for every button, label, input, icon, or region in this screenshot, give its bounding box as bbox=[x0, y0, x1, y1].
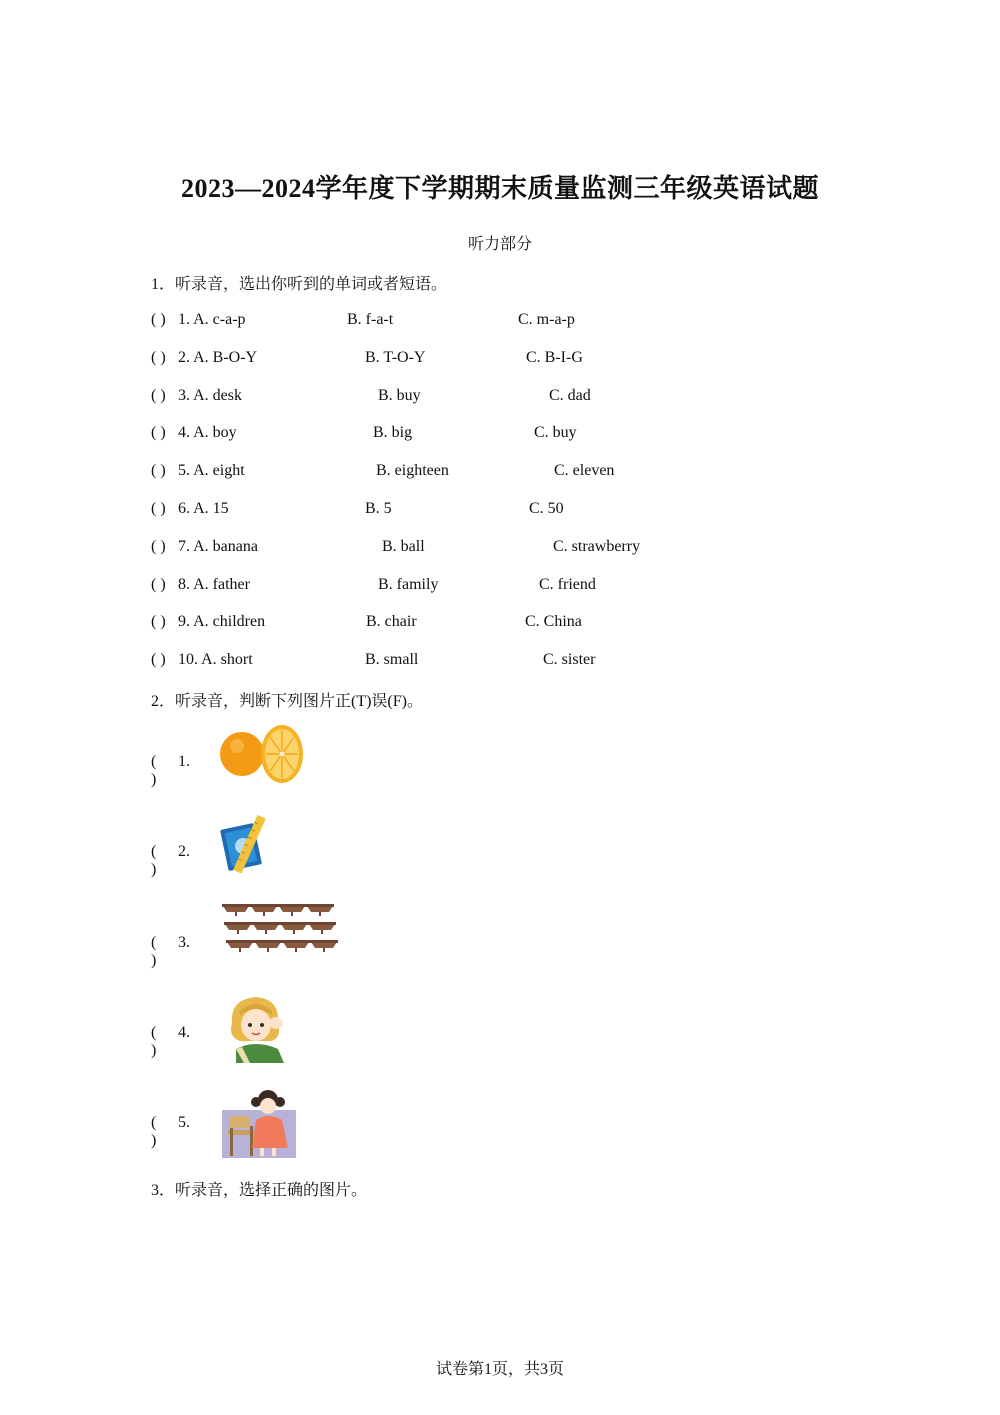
option-c: C. 50 bbox=[529, 500, 564, 517]
option-c: C. friend bbox=[539, 576, 596, 593]
answer-blank[interactable]: ( ) bbox=[151, 311, 166, 328]
question-number: 3. bbox=[178, 934, 190, 951]
option-b: B. big bbox=[373, 424, 413, 441]
page-title: 2023—2024学年度下学期期末质量监测三年级英语试题 bbox=[180, 174, 819, 203]
answer-blank[interactable]: ( ) bbox=[151, 349, 166, 366]
option-b: B. ball bbox=[382, 538, 425, 555]
option-b: B. eighteen bbox=[376, 462, 449, 479]
option-b: B. buy bbox=[378, 387, 421, 404]
option-b: B. chair bbox=[366, 613, 417, 630]
book-ruler-icon bbox=[220, 812, 268, 876]
option-c: C. China bbox=[525, 613, 582, 630]
girl-touching-hair-icon bbox=[222, 993, 294, 1065]
answer-blank[interactable]: ( ) bbox=[151, 538, 166, 555]
question-number: 4. bbox=[178, 1024, 190, 1041]
answer-blank[interactable]: ( ) bbox=[151, 424, 166, 441]
answer-blank[interactable]: ( ) bbox=[151, 613, 166, 630]
answer-blank[interactable]: ( ) bbox=[151, 753, 157, 788]
option-a: 6. A. 15 bbox=[178, 500, 229, 517]
option-a: 8. A. father bbox=[178, 576, 250, 593]
orange-icon bbox=[220, 722, 304, 784]
answer-blank[interactable]: ( ) bbox=[151, 462, 166, 479]
section3-heading: 3．听录音，选择正确的图片。 bbox=[151, 1182, 368, 1199]
answer-blank[interactable]: ( ) bbox=[151, 651, 166, 668]
boats-icon bbox=[220, 900, 340, 956]
section-subtitle: 听力部分 bbox=[467, 234, 532, 253]
option-a: 7. A. banana bbox=[178, 538, 258, 555]
option-c: C. dad bbox=[549, 387, 591, 404]
option-c: C. buy bbox=[534, 424, 577, 441]
option-a: 2. A. B-O-Y bbox=[178, 349, 258, 366]
answer-blank[interactable]: ( ) bbox=[151, 387, 166, 404]
option-a: 3. A. desk bbox=[178, 387, 242, 404]
option-a: 5. A. eight bbox=[178, 462, 245, 479]
option-c: C. m-a-p bbox=[518, 311, 575, 328]
option-a: 9. A. children bbox=[178, 613, 266, 630]
option-b: B. small bbox=[365, 651, 419, 668]
option-a: 10. A. short bbox=[178, 651, 253, 668]
page-footer: 试卷第1页，共3页 bbox=[435, 1361, 564, 1378]
question-number: 1. bbox=[178, 753, 190, 770]
option-b: B. f-a-t bbox=[347, 311, 394, 328]
option-c: C. B-I-G bbox=[526, 349, 583, 366]
answer-blank[interactable]: ( ) bbox=[151, 843, 157, 878]
option-b: B. 5 bbox=[365, 500, 392, 517]
section1-heading: 1．听录音，选出你听到的单词或者短语。 bbox=[151, 276, 448, 293]
answer-blank[interactable]: ( ) bbox=[151, 500, 166, 517]
option-c: C. eleven bbox=[554, 462, 615, 479]
girl-with-chair-icon bbox=[222, 1086, 296, 1158]
question-number: 5. bbox=[178, 1114, 190, 1131]
answer-blank[interactable]: ( ) bbox=[151, 576, 166, 593]
option-b: B. family bbox=[378, 576, 439, 593]
question-number: 2. bbox=[178, 843, 190, 860]
option-a: 4. A. boy bbox=[178, 424, 237, 441]
answer-blank[interactable]: ( ) bbox=[151, 1024, 157, 1059]
option-c: C. sister bbox=[543, 651, 596, 668]
answer-blank[interactable]: ( ) bbox=[151, 1114, 157, 1149]
answer-blank[interactable]: ( ) bbox=[151, 934, 157, 969]
option-a: 1. A. c-a-p bbox=[178, 311, 246, 328]
option-b: B. T-O-Y bbox=[365, 349, 426, 366]
section2-heading: 2．听录音，判断下列图片正(T)误(F)。 bbox=[151, 693, 423, 710]
option-c: C. strawberry bbox=[553, 538, 641, 555]
